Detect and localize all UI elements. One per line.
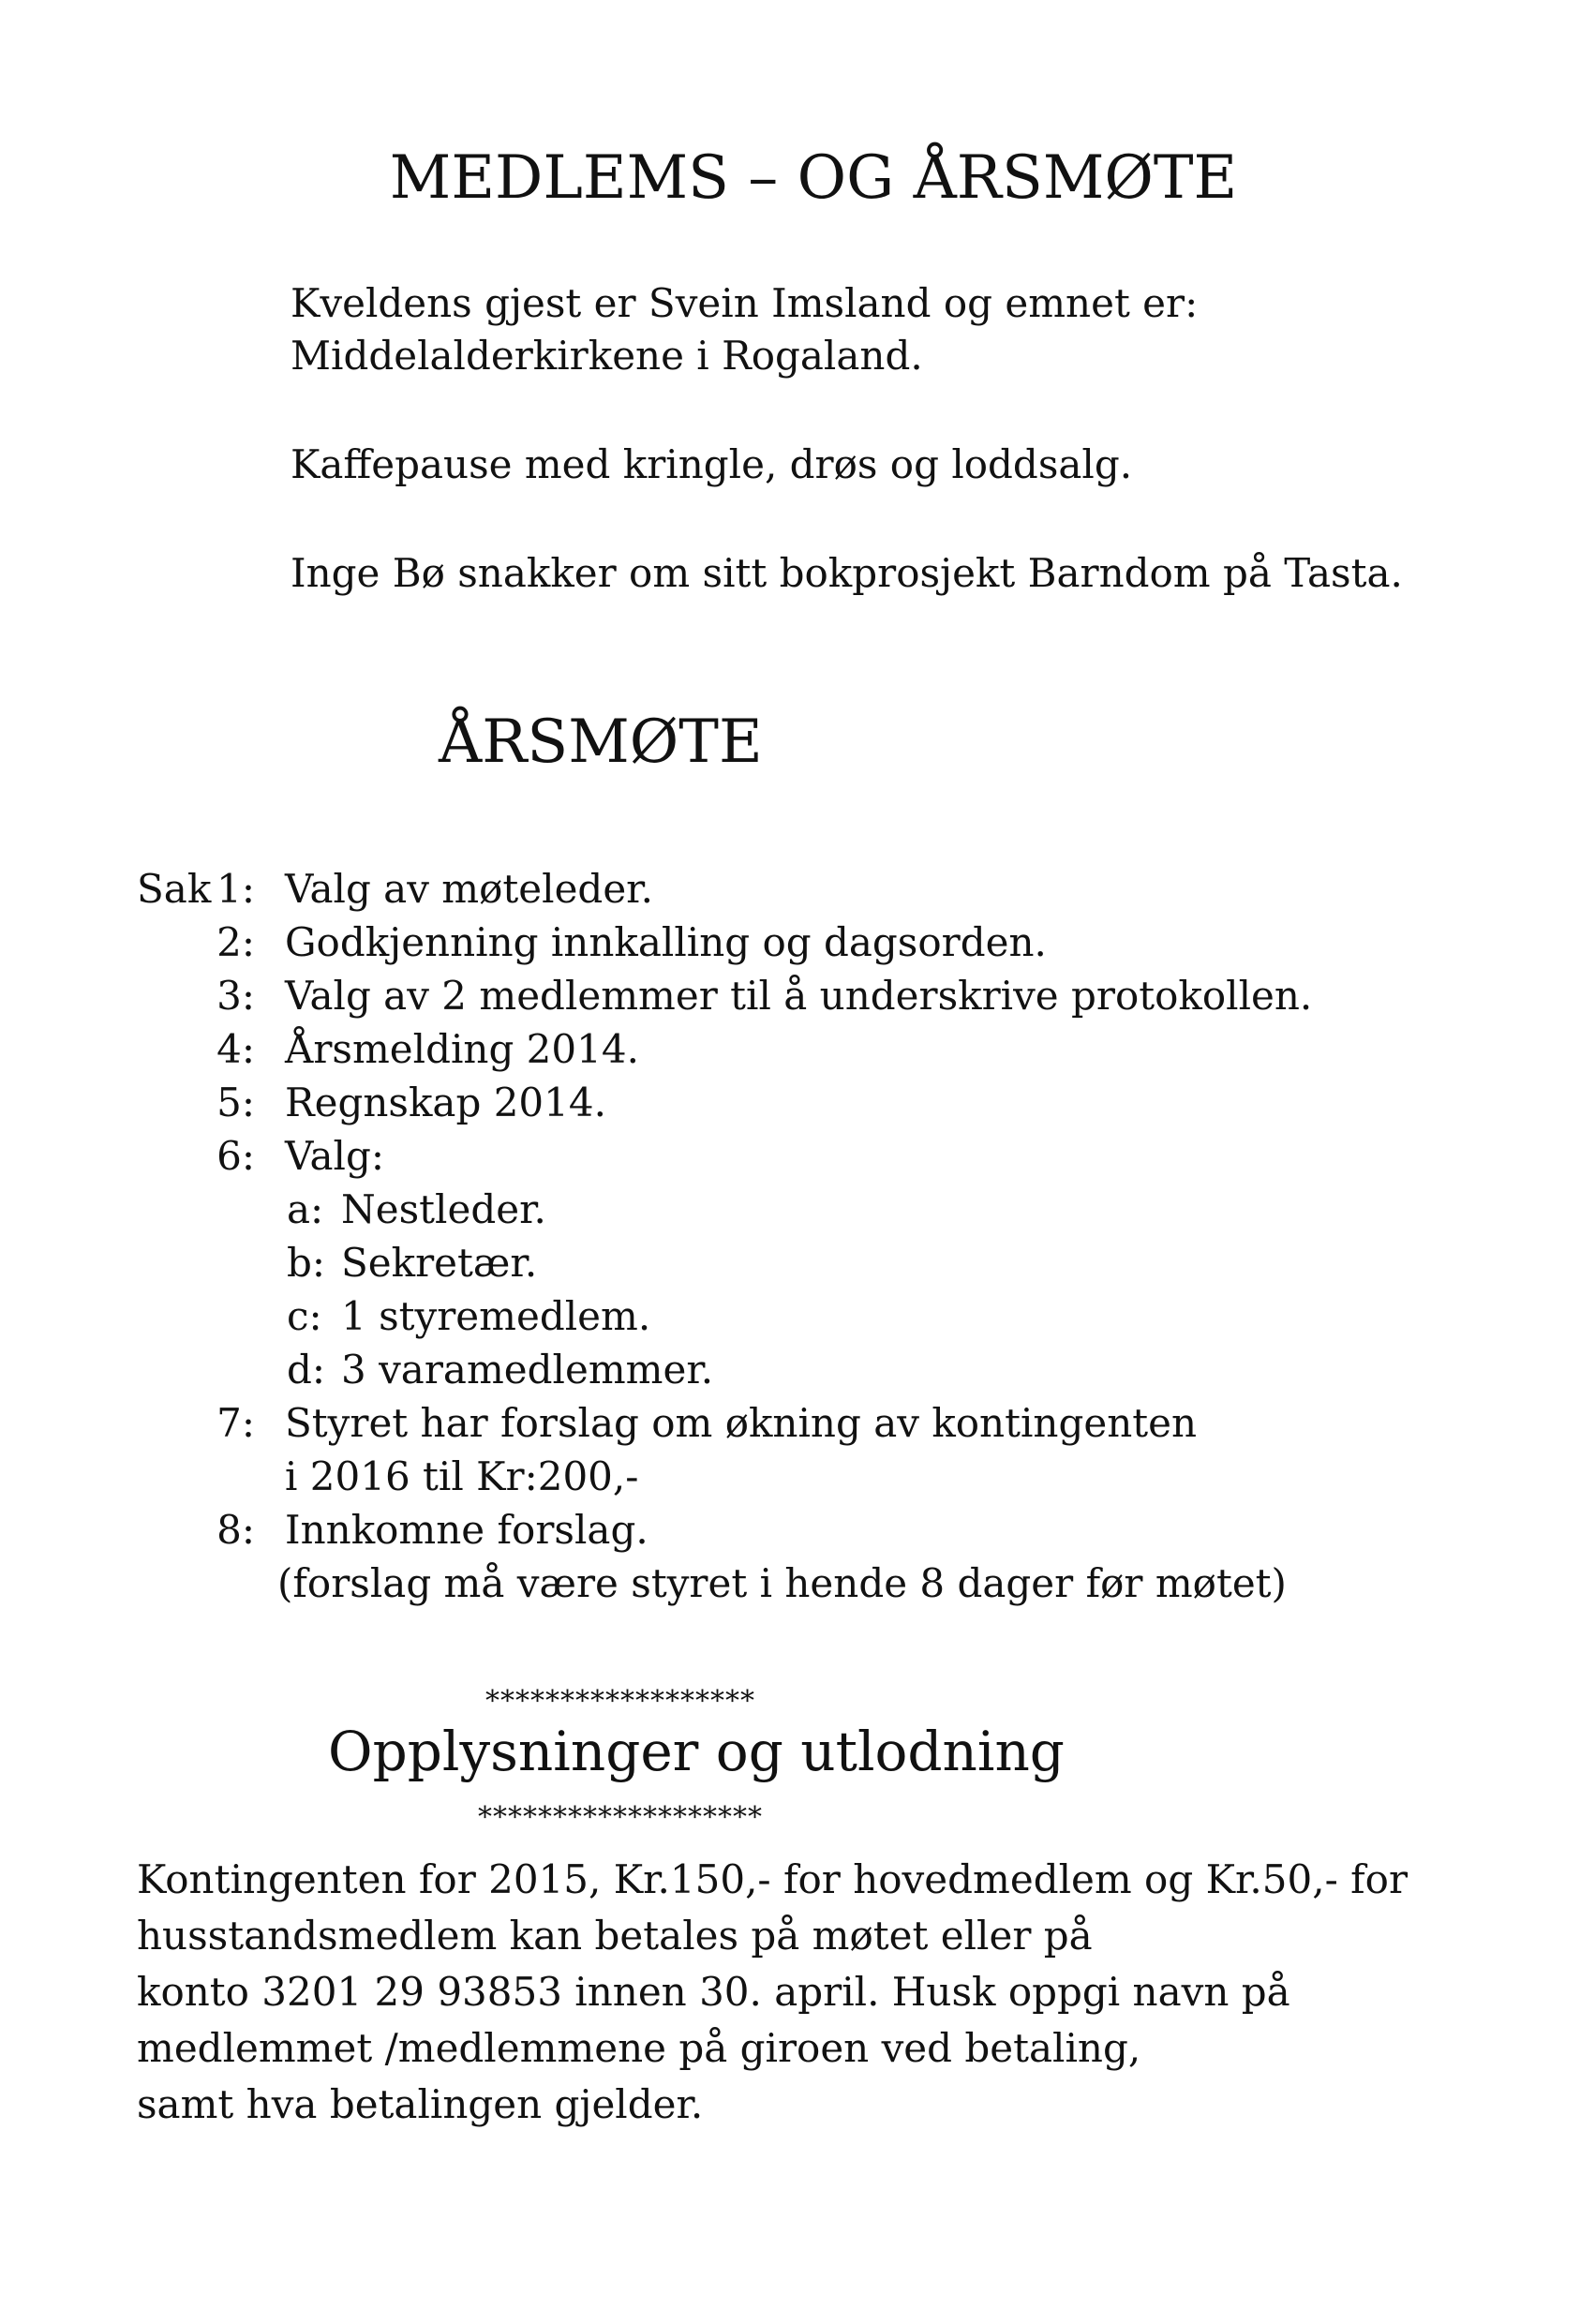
- agenda-subitem-text: Sekretær.: [341, 1240, 538, 1286]
- agenda-item-number: 8:: [216, 1507, 255, 1553]
- intro-line-guest: Kveldens gjest er Svein Imsland og emnet er:: [291, 280, 1199, 326]
- agenda-item-text: Valg av møteleder.: [285, 866, 653, 912]
- page-title: MEDLEMS – OG ÅRSMØTE: [389, 143, 1238, 213]
- agenda-item-number: 4:: [216, 1026, 255, 1072]
- agenda-subitem-text: 3 varamedlemmer.: [341, 1347, 714, 1393]
- agenda-subitem-letter: b:: [287, 1240, 326, 1286]
- intro-line-book: Inge Bø snakker om sitt bokprosjekt Barndom på Tasta.: [291, 550, 1403, 596]
- info-line: Kontingenten for 2015, Kr.150,- for hovedmedlem og Kr.50,- for: [137, 1856, 1409, 1902]
- agenda-subitem-text: Nestleder.: [341, 1186, 546, 1232]
- intro-line-topic: Middelalderkirkene i Rogaland.: [291, 333, 923, 379]
- stars-divider-bottom: *******************: [478, 1801, 763, 1834]
- agenda-subitem: [137, 1236, 1355, 1289]
- agenda-list: [137, 862, 1355, 1610]
- agenda-item-continuation: [137, 1450, 1355, 1503]
- agenda-item-text: Innkomne forslag.: [285, 1507, 648, 1553]
- agenda-item-text: Regnskap 2014.: [285, 1080, 606, 1125]
- agenda-subitem: [137, 1289, 1355, 1343]
- agenda-item-note-text: (forslag må være styret i hende 8 dager før møtet): [277, 1560, 1287, 1606]
- info-line: konto 3201 29 93853 innen 30. april. Husk oppgi navn på: [137, 1969, 1290, 2015]
- agenda-item-number: 6:: [216, 1133, 255, 1179]
- info-line: medlemmet /medlemmene på giroen ved betaling,: [137, 2025, 1141, 2071]
- info-line: samt hva betalingen gjelder.: [137, 2081, 704, 2127]
- agenda-subitem: [137, 1343, 1355, 1396]
- agenda-item-text: Valg av 2 medlemmer til å underskrive protokollen.: [285, 973, 1313, 1019]
- section-title-aarsmote: ÅRSMØTE: [439, 708, 763, 777]
- agenda-subitem-letter: c:: [287, 1293, 322, 1339]
- agenda-subitem: [137, 1183, 1355, 1236]
- agenda-item-note: [137, 1557, 1355, 1610]
- agenda-item-continuation-text: i 2016 til Kr:200,-: [285, 1453, 639, 1499]
- agenda-item-text: Årsmelding 2014.: [285, 1026, 639, 1072]
- agenda-item: [137, 1129, 1355, 1183]
- agenda-item: [137, 916, 1355, 969]
- agenda-item-number: 7:: [216, 1400, 255, 1446]
- stars-divider-top: ******************: [485, 1685, 755, 1718]
- agenda-prefix: Sak: [137, 866, 212, 912]
- agenda-item: [137, 1396, 1355, 1450]
- agenda-item-text: Valg:: [285, 1133, 384, 1179]
- agenda-subitem-letter: a:: [287, 1186, 324, 1232]
- agenda-item-number: 2:: [216, 919, 255, 965]
- intro-line-coffee: Kaffepause med kringle, drøs og loddsalg.: [291, 441, 1133, 487]
- agenda-item-number: 5:: [216, 1080, 255, 1125]
- section-title-info: Opplysninger og utlodning: [328, 1720, 1065, 1783]
- info-line: husstandsmedlem kan betales på møtet eller på: [137, 1913, 1093, 1959]
- agenda-item-text: Godkjenning innkalling og dagsorden.: [285, 919, 1047, 965]
- agenda-subitem-text: 1 styremedlem.: [341, 1293, 651, 1339]
- agenda-subitem-letter: d:: [287, 1347, 326, 1393]
- agenda-item: [137, 969, 1355, 1022]
- agenda-item-number: 3:: [216, 973, 255, 1019]
- agenda-item: [137, 1503, 1355, 1557]
- agenda-item: [137, 862, 1355, 916]
- agenda-item: [137, 1022, 1355, 1076]
- agenda-item: [137, 1076, 1355, 1129]
- agenda-item-text: Styret har forslag om økning av kontingenten: [285, 1400, 1198, 1446]
- agenda-item-number: 1:: [216, 866, 255, 912]
